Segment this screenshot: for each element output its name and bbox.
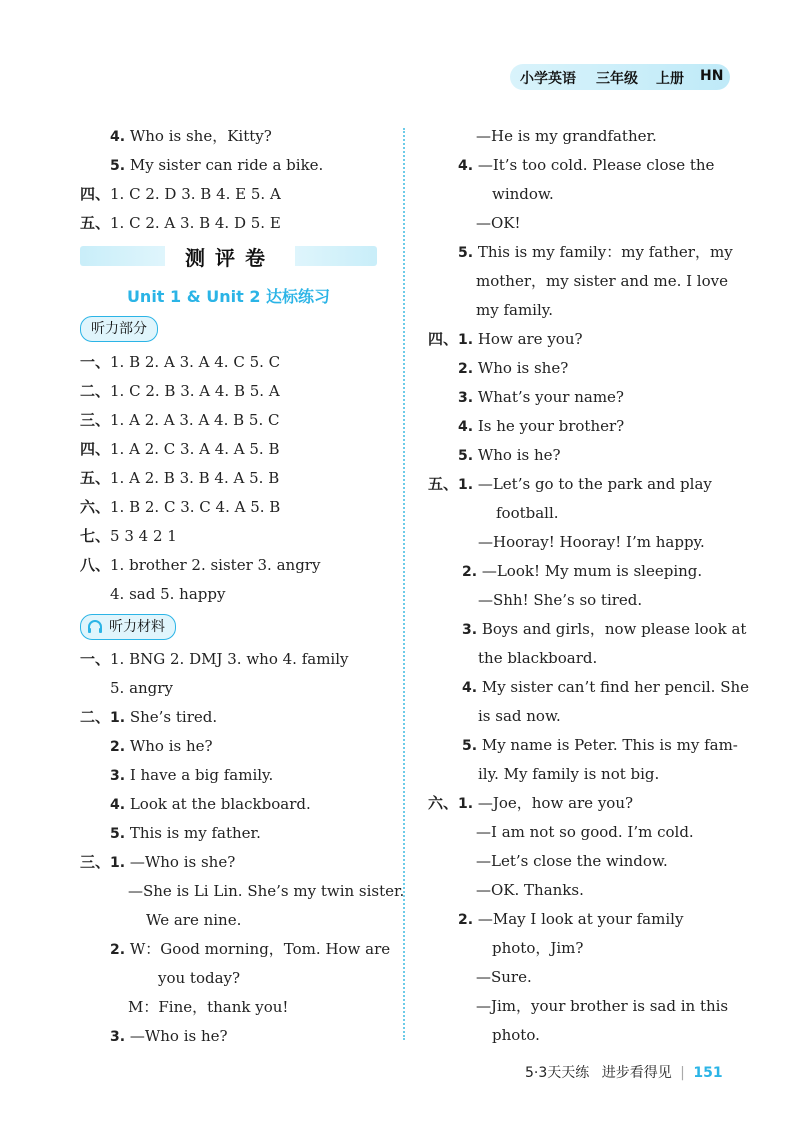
line-text: —I am not so good. I’m cold. — [476, 823, 694, 841]
header-banner — [510, 64, 730, 90]
left-line — [110, 126, 272, 147]
item-number: 2. — [110, 942, 126, 958]
item-number: 1. — [110, 710, 126, 726]
right-line — [462, 677, 750, 698]
header-subject: 小学英语 — [520, 71, 576, 87]
column-divider — [403, 128, 405, 1040]
left-line — [80, 184, 281, 204]
line-text: —Shh! She’s so tired. — [478, 591, 643, 609]
line-text: My name is Peter. This is my fam- — [477, 736, 738, 754]
question-section-marker: 八、 — [80, 556, 111, 574]
line-text: —Let’s close the window. — [476, 852, 668, 870]
line-text: —Jim，your brother is sad in this — [476, 997, 729, 1015]
line-text: is sad now. — [478, 707, 561, 725]
line-text: —It’s too cold. Please close the — [473, 156, 715, 174]
line-text: What’s your name? — [473, 388, 624, 406]
item-number: 3. — [458, 390, 474, 406]
question-section-marker: 四、 — [428, 330, 459, 348]
item-number: 3. — [110, 1029, 126, 1045]
line-text: —May I look at your family — [473, 910, 684, 928]
left-line — [158, 968, 240, 988]
line-text: This is my father. — [125, 824, 261, 842]
line-text: ily. My family is not big. — [478, 765, 660, 783]
right-line — [496, 503, 559, 523]
right-line — [428, 474, 730, 495]
item-number: 5. — [462, 738, 478, 754]
right-line — [458, 358, 568, 379]
left-line — [80, 410, 279, 430]
footer-slogan: 进步看得见 — [601, 1065, 672, 1081]
unit-title: Unit 1 & Unit 2 达标练习 — [126, 287, 331, 306]
right-line — [458, 445, 561, 466]
line-text: —He is my grandfather. — [476, 127, 657, 145]
right-line — [476, 126, 657, 146]
tag-material-label: 听力材料 — [109, 619, 165, 635]
left-line — [110, 765, 273, 786]
right-line — [476, 996, 730, 1016]
question-section-marker: 二、 — [80, 708, 111, 726]
question-section-marker: 一、 — [80, 650, 111, 668]
left-line — [80, 707, 217, 728]
line-text: mother，my sister and me. I love — [476, 272, 728, 290]
line-text: photo. — [492, 1026, 540, 1044]
line-text: 5 3 4 2 1 — [110, 527, 177, 545]
left-line — [128, 881, 404, 901]
line-text: 1. BNG 2. DMJ 3. who 4. family — [110, 650, 349, 668]
line-text: —Look! My mum is sleeping. — [477, 562, 703, 580]
question-section-marker: 七、 — [80, 527, 111, 545]
right-line — [476, 822, 694, 842]
line-text: Who is she，Kitty? — [125, 127, 272, 145]
item-number: 5. — [110, 158, 126, 174]
line-text: Look at the blackboard. — [125, 795, 311, 813]
line-text: 5. angry — [110, 679, 173, 697]
section-title: 测评卷 — [165, 242, 295, 271]
question-section-marker: 五、 — [80, 214, 111, 232]
left-line — [80, 555, 320, 575]
line-text: the blackboard. — [478, 649, 598, 667]
line-text: —Let’s go to the park and play — [473, 475, 712, 493]
item-number: 3. — [110, 768, 126, 784]
line-text: 1. A 2. A 3. A 4. B 5. C — [110, 411, 280, 429]
right-line — [478, 764, 659, 784]
left-line — [80, 526, 177, 546]
left-line — [80, 497, 280, 517]
item-number: 4. — [110, 129, 126, 145]
right-line — [462, 735, 738, 756]
question-section-marker: 一、 — [80, 353, 111, 371]
left-line — [80, 381, 280, 401]
headphones-icon — [87, 619, 103, 635]
right-line — [428, 329, 583, 350]
header-grade: 三年级 — [596, 71, 638, 87]
question-section-marker: 四、 — [80, 440, 111, 458]
left-line — [80, 439, 279, 459]
line-text: 1. A 2. B 3. B 4. A 5. B — [110, 469, 280, 487]
line-text: Boys and girls，now please look at — [477, 620, 747, 638]
header-volume: 上册 — [656, 71, 684, 87]
line-text: photo，Jim? — [492, 939, 584, 957]
line-text: 4. sad 5. happy — [110, 585, 226, 603]
line-text: Is he your brother? — [473, 417, 625, 435]
question-section-marker: 四、 — [80, 185, 111, 203]
line-text: my family. — [476, 301, 554, 319]
line-text: 1. B 2. A 3. A 4. C 5. C — [110, 353, 281, 371]
right-line — [478, 706, 561, 726]
line-text: 1. B 2. C 3. C 4. A 5. B — [110, 498, 281, 516]
question-section-marker: 三、 — [80, 853, 111, 871]
right-line — [476, 880, 584, 900]
right-line — [476, 851, 668, 871]
right-line — [492, 184, 554, 204]
line-text: —Joe，how are you? — [473, 794, 634, 812]
left-line — [110, 1026, 228, 1047]
line-text: 1. brother 2. sister 3. angry — [110, 556, 321, 574]
item-number: 1. — [458, 332, 474, 348]
item-number: 4. — [458, 158, 474, 174]
question-section-marker: 六、 — [428, 794, 459, 812]
line-text: 1. A 2. C 3. A 4. A 5. B — [110, 440, 280, 458]
line-text: football. — [496, 504, 559, 522]
item-number: 4. — [458, 419, 474, 435]
line-text: —Hooray! Hooray! I’m happy. — [478, 533, 705, 551]
item-number: 1. — [458, 796, 474, 812]
right-line — [476, 967, 532, 987]
question-section-marker: 二、 — [80, 382, 111, 400]
right-line — [462, 561, 702, 582]
line-text: We are nine. — [146, 911, 242, 929]
line-text: My sister can ride a bike. — [125, 156, 324, 174]
left-line — [110, 584, 225, 604]
line-text: Who is he? — [125, 737, 213, 755]
footer-separator: | — [680, 1065, 685, 1081]
left-line — [110, 823, 261, 844]
question-section-marker: 五、 — [428, 475, 459, 493]
right-line — [458, 416, 624, 437]
line-text: —OK. Thanks. — [476, 881, 584, 899]
right-line — [476, 271, 730, 291]
line-text: How are you? — [473, 330, 583, 348]
right-line — [492, 938, 583, 958]
item-number: 4. — [462, 680, 478, 696]
line-text: Who is he? — [473, 446, 561, 464]
right-line — [478, 648, 597, 668]
footer-brand: 5·3天天练 — [525, 1065, 590, 1081]
item-number: 5. — [458, 448, 474, 464]
left-line — [80, 649, 349, 669]
left-line — [146, 910, 241, 930]
item-number: 5. — [458, 245, 474, 261]
tag-listening: 听力部分 — [80, 316, 158, 342]
left-line — [80, 352, 280, 372]
left-line — [110, 736, 213, 757]
line-text: This is my family：my father，my — [473, 243, 733, 261]
line-text: I have a big family. — [125, 766, 274, 784]
question-section-marker: 五、 — [80, 469, 111, 487]
right-line — [458, 242, 733, 263]
item-number: 3. — [462, 622, 478, 638]
line-text: —Who is she? — [125, 853, 236, 871]
left-line — [110, 939, 390, 960]
question-section-marker: 六、 — [80, 498, 111, 516]
left-line — [110, 155, 323, 176]
line-text: M：Fine，thank you! — [128, 998, 289, 1016]
right-line — [428, 793, 633, 814]
page-number: 151 — [693, 1065, 723, 1081]
footer — [525, 1062, 723, 1082]
left-line — [128, 997, 288, 1017]
line-text: —She is Li Lin. She’s my twin sister. — [128, 882, 405, 900]
line-text: 1. C 2. A 3. B 4. D 5. E — [110, 214, 281, 232]
left-line — [80, 213, 281, 233]
line-text: —Who is he? — [125, 1027, 228, 1045]
right-line — [492, 1025, 540, 1045]
line-text: 1. C 2. D 3. B 4. E 5. A — [110, 185, 281, 203]
right-line — [478, 590, 642, 610]
line-text: Who is she? — [473, 359, 569, 377]
item-number: 2. — [462, 564, 478, 580]
right-line — [478, 532, 705, 552]
right-line — [462, 619, 747, 640]
right-line — [458, 909, 730, 930]
item-number: 5. — [110, 826, 126, 842]
left-line — [80, 468, 279, 488]
item-number: 1. — [110, 855, 126, 871]
line-text: W：Good morning，Tom. How are — [125, 940, 391, 958]
right-line — [476, 300, 553, 320]
item-number: 2. — [458, 361, 474, 377]
question-section-marker: 三、 — [80, 411, 111, 429]
line-text: 1. C 2. B 3. A 4. B 5. A — [110, 382, 280, 400]
line-text: My sister can’t find her pencil. She — [477, 678, 750, 696]
item-number: 1. — [458, 477, 474, 493]
right-line — [458, 387, 624, 408]
left-line — [80, 852, 235, 873]
left-line — [110, 678, 173, 698]
item-number: 4. — [110, 797, 126, 813]
header-edition: HN — [700, 68, 724, 84]
line-text: She’s tired. — [125, 708, 218, 726]
item-number: 2. — [110, 739, 126, 755]
right-line — [458, 155, 730, 176]
line-text: window. — [492, 185, 554, 203]
right-line — [476, 213, 521, 233]
item-number: 2. — [458, 912, 474, 928]
line-text: —OK! — [476, 214, 521, 232]
line-text: —Sure. — [476, 968, 532, 986]
left-line — [110, 794, 311, 815]
tag-material — [80, 614, 176, 640]
line-text: you today? — [158, 969, 241, 987]
